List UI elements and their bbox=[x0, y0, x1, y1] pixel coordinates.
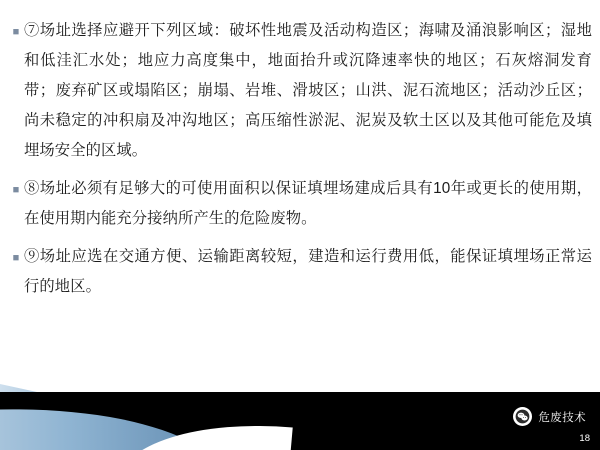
list-item-text: ⑨场址应选在交通方便、运输距离较短，建造和运行费用低，能保证填埋场正常运行的地区。 bbox=[24, 248, 592, 295]
page-number: 18 bbox=[579, 433, 590, 444]
list-item-text: ⑦场址选择应避开下列区域：破坏性地震及活动构造区；海啸及涌浪影响区；湿地和低洼汇水处；地应力高度集中，地面抬升或沉降速率快的地区；石灰熔洞发育带；废弃矿区或塌陷区；崩塌、岩堆、滑坡区；山洪、泥石流地区；活动沙丘区；尚未稳定的冲积扇及冲沟地区；高压缩性淤泥、泥炭及软土区以及其他可能危及填埋场安全的区域。 bbox=[24, 22, 592, 159]
list-item-text: ⑧场址必须有足够大的可使用面积以保证填埋场建成后具有10年或更长的使用期，在使用期内能充分接纳所产生的危险废物。 bbox=[24, 180, 592, 227]
footer-band bbox=[0, 392, 600, 450]
bullet-marker-icon: ■ bbox=[12, 184, 20, 196]
watermark-badge bbox=[513, 407, 586, 426]
list-item bbox=[8, 242, 592, 302]
bullet-marker-icon: ■ bbox=[12, 252, 20, 264]
list-item bbox=[8, 16, 592, 166]
list-item bbox=[8, 174, 592, 234]
bullet-marker-icon: ■ bbox=[12, 26, 20, 38]
bullet-list bbox=[8, 16, 592, 310]
watermark-label: 危废技术 bbox=[538, 411, 586, 424]
wechat-official-account-icon bbox=[513, 407, 532, 426]
